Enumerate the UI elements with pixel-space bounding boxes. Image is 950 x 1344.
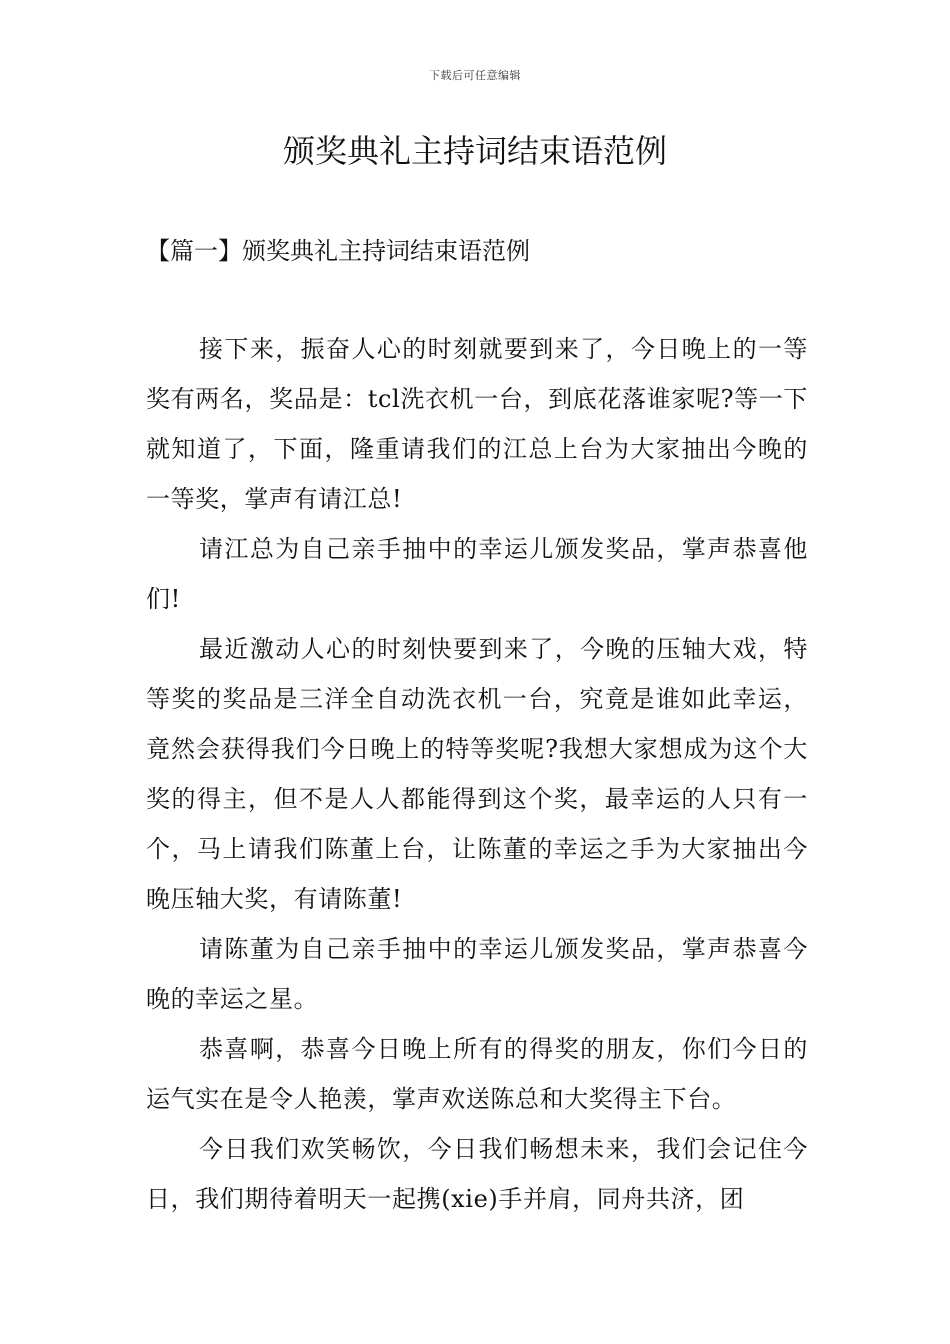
paragraph: 请江总为自己亲手抽中的幸运儿颁发奖品，掌声恭喜他们! [146,535,808,613]
paragraph: 最近激动人心的时刻快要到来了，今晚的压轴大戏，特等奖的奖品是三洋全自动洗衣机一台，究竟是谁如此幸运，竟然会获得我们今日晚上的特等奖呢?我想大家想成为这个大奖的得主，但不是人人都能得到这个奖，最幸运的人只有一个，马上请我们陈董上台，让陈董的幸运之手为大家抽出今晚压轴大奖，有请陈董! [146,635,808,913]
header-note: 下载后可任意编辑 [429,69,521,82]
paragraph: 今日我们欢笑畅饮，今日我们畅想未来，我们会记住今日，我们期待着明天一起携(xie)手并肩，同舟共济，团 [146,1135,808,1213]
paragraph: 请陈董为自己亲手抽中的幸运儿颁发奖品，掌声恭喜今晚的幸运之星。 [146,935,808,1013]
paragraph: 接下来，振奋人心的时刻就要到来了，今日晚上的一等奖有两名，奖品是：tcl洗衣机一台，到底花落谁家呢?等一下就知道了，下面，隆重请我们的江总上台为大家抽出今晚的一等奖，掌声有请江总! [146,335,808,513]
section-heading: 【篇一】颁奖典礼主持词结束语范例 [146,237,530,265]
body-text [146,324,808,1224]
document-title: 颁奖典礼主持词结束语范例 [282,132,667,170]
paragraph: 恭喜啊，恭喜今日晚上所有的得奖的朋友，你们今日的运气实在是令人艳羡，掌声欢送陈总和大奖得主下台。 [146,1035,808,1113]
